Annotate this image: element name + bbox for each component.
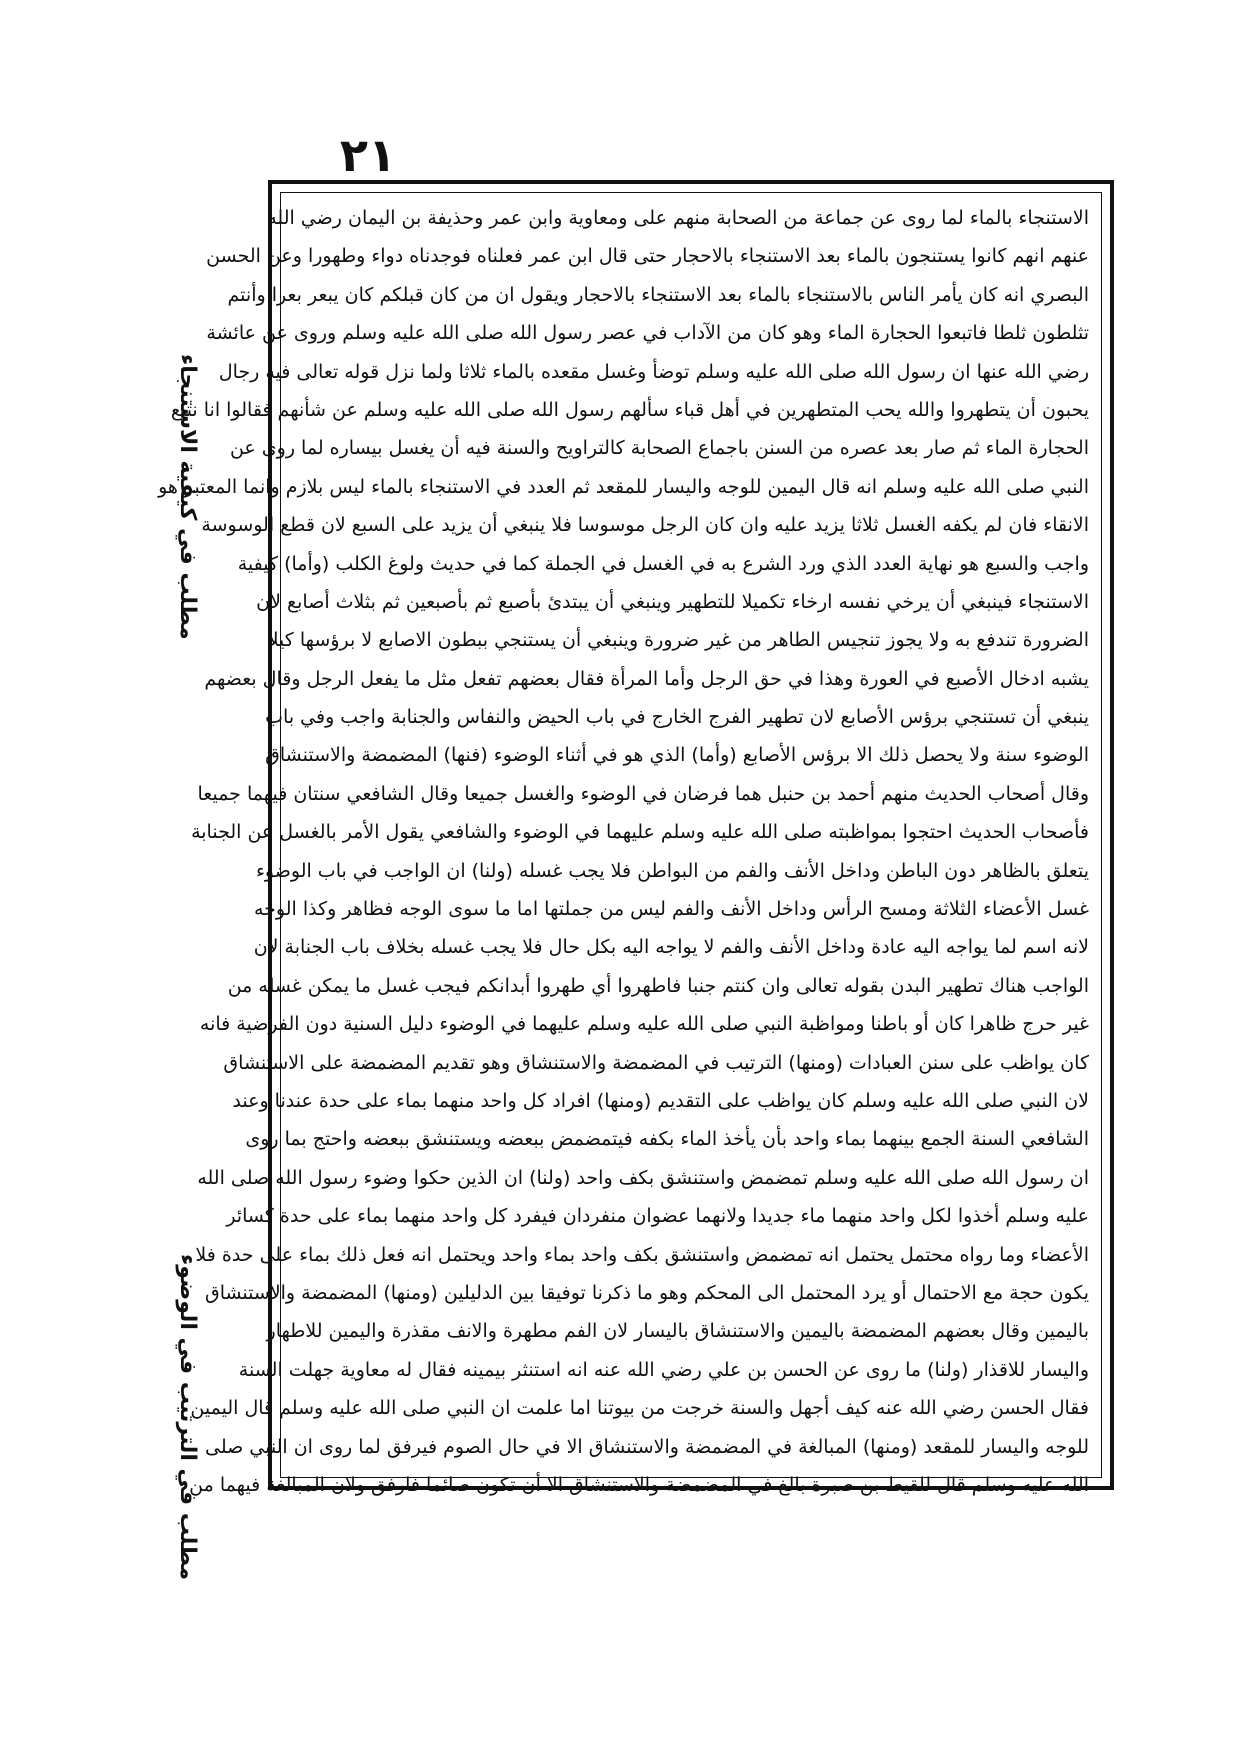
text-line: باليمين وقال بعضهم المضمضة باليمين والاستنشاق باليسار لان الفم مطهرة والانف مقذرة واليمين للاطهار [266, 1320, 1089, 1343]
text-line: الضرورة تندفع به ولا يجوز تنجيس الطاهر من غير ضرورة وينبغي أن يستنجي ببطون الاصابع لا برؤسها كيلا [267, 629, 1089, 652]
text-line: غسل الأعضاء الثلاثة ومسح الرأس وداخل الأنف والفم ليس من جملتها اما ما سوى الوجه فظاهر وكذا الوجه [254, 898, 1089, 921]
text-line: يشبه ادخال الأصبع في العورة وهذا في حق الرجل وأما المرأة فقال بعضهم تفعل مثل ما يفعل الرجل وقال بعضهم [204, 667, 1089, 690]
text-line: يتعلق بالظاهر دون الباطن وداخل الأنف والفم من البواطن فلا يجب غسله (ولنا) ان الواجب في باب الوضوء [256, 859, 1089, 882]
text-line: البصري انه كان يأمر الناس بالاستنجاء بالماء بعد الاستنجاء بالاحجار ويقول ان من كان قبلكم كان يبعر بعرا وأنتم [227, 283, 1089, 306]
text-line: للوجه واليسار للمقعد (ومنها) المبالغة في المضمضة والاستنشاق الا في حال الصوم فيرفق لما روى ان النبي صلى [204, 1435, 1089, 1458]
text-line: عليه وسلم أخذوا لكل واحد منهما ماء جديدا ولانهما عضوان منفردان فيفرد كل واحد منهما بماء على حدة كسائر [226, 1205, 1089, 1228]
text-line: عنهم انهم كانوا يستنجون بالماء بعد الاستنجاء بالاحجار حتى قال ابن عمر فعلناه فوجدناه دواء وطهورا وعن الحسن [206, 245, 1089, 268]
text-line: ان رسول الله صلى الله عليه وسلم تمضمض واستنشق بكف واحد (ولنا) ان الذين حكوا وضوء رسول الله صلى الله [197, 1166, 1089, 1189]
page-number: ٢١ [339, 128, 397, 182]
text-line: كان يواظب على سنن العبادات (ومنها) الترتيب في المضمضة والاستنشاق وهو تقديم المضمضة على الاستنشاق [223, 1051, 1089, 1074]
margin-note-tartib: مطلب في الترتيب في الوضوء [175, 1253, 200, 1580]
text-line: الواجب هناك تطهير البدن بقوله تعالى وان كنتم جنبا فاطهروا أي طهروا أبدانكم فيجب غسل ما يمكن غسله من [227, 974, 1089, 997]
text-line: فقال الحسن رضي الله عنه كيف أجهل والسنة خرجت من بيوتنا اما علمت ان النبي صلى الله عليه وسلم قال اليمين [190, 1397, 1089, 1420]
margin-note-istinja: مطلب في كيفية الاستنجاء [175, 354, 200, 640]
text-line: الاستنجاء بالماء لما روى عن جماعة من الصحابة منهم على ومعاوية وابن عمر وحذيفة بن اليمان رضي الله [267, 207, 1089, 229]
text-line: الانقاء فان لم يكفه الغسل ثلاثا يزيد عليه وان كان الرجل موسوسا فلا ينبغي أن يزيد على السبع لان قطع الوسوسة [201, 514, 1089, 537]
text-line: وقال أصحاب الحديث منهم أحمد بن حنبل هما فرضان في الوضوء والغسل جميعا وقال الشافعي سنتان فيهما جميعا [197, 782, 1089, 805]
text-line: الحجارة الماء ثم صار بعد عصره من السنن باجماع الصحابة كالتراويح والسنة فيه أن يغسل بيساره لما روى عن [229, 437, 1089, 460]
text-line: لانه اسم لما يواجه اليه عادة وداخل الأنف والفم لا يواجه اليه بكل حال فلا يجب غسله بخلاف باب الجنابة لان [253, 936, 1089, 959]
text-line: واليسار للاقذار (ولنا) ما روى عن الحسن بن علي رضي الله عنه انه استنثر بيمينه فقال له معاوية جهلت السنة [238, 1358, 1089, 1381]
text-line: الشافعي السنة الجمع بينهما بماء واحد بأن يأخذ الماء بكفه فيتمضمض ببعضه ويستنشق ببعضه واحتج بما روى [245, 1128, 1089, 1151]
text-line: الله عليه وسلم قال للقيط بن صبرة بالغ في المضمضة والاستنشاق الا أن تكون صائما فارفق ولان المبالغة فيهما من [189, 1473, 1089, 1496]
text-line: الأعضاء وما رواه محتمل يحتمل انه تمضمض واستنشق بكف واحد بماء واحد ويحتمل انه فعل ذلك بماء على حدة فلا [195, 1243, 1089, 1266]
text-line: غير حرج ظاهرا كان أو باطنا ومواظبة النبي صلى الله عليه وسلم عليهما في الوضوء دليل السنية دون الفرضية فانه [199, 1013, 1089, 1036]
text-line: واجب والسبع هو نهاية العدد الذي ورد الشرع به في الغسل في الجملة كما في حديث ولوغ الكلب (وأما) كيفية [237, 552, 1089, 575]
text-line: النبي صلى الله عليه وسلم انه قال اليمين للوجه واليسار للمقعد ثم العدد في الاستنجاء بالماء ليس بلازم وانما المعتبر هو [158, 475, 1089, 498]
text-line: ينبغي أن تستنجي برؤس الأصابع لان تطهير الفرج الخارج في باب الحيض والنفاس والجنابة واجب وفي باب [265, 706, 1089, 729]
text-line: تثلطون ثلطا فاتبعوا الحجارة الماء وهو كان من الآداب في عصر رسول الله صلى الله عليه وسلم وروى عن عائشة [206, 322, 1089, 345]
text-line: الوضوء سنة ولا يحصل ذلك الا برؤس الأصابع (وأما) الذي هو في أثناء الوضوء (فنها) المضمضة والاستنشاق [265, 744, 1089, 767]
text-line: يحبون أن يتطهروا والله يحب المتطهرين في أهل قباء سألهم رسول الله صلى الله عليه وسلم عن شأنهم فقالوا انا نتبع [170, 398, 1089, 421]
text-line: فأصحاب الحديث احتجوا بمواظبته صلى الله عليه وسلم عليهما في الوضوء والشافعي يقول الأمر بالغسل عن الجنابة [191, 821, 1089, 844]
text-line: يكون حجة مع الاحتمال أو يرد المحتمل الى المحكم وهو ما ذكرنا توفيقا بين الدليلين (ومنها) المضمضة والاستنشاق [204, 1281, 1089, 1304]
text-line: لان النبي صلى الله عليه وسلم كان يواظب على التقديم (ومنها) افراد كل واحد منهما بماء على حدة عندنا وعند [232, 1089, 1089, 1112]
text-line: الاستنجاء فينبغي أن يرخي نفسه ارخاء تكميلا للتطهير وينبغي أن يبتدئ بأصبع ثم بأصبعين ثم بثلاث أصابع لان [256, 590, 1089, 613]
text-line: رضي الله عنها ان رسول الله صلى الله عليه وسلم توضأ وغسل مقعده بالماء ثلاثا ولما نزل قوله تعالى فيه رجال [218, 360, 1089, 383]
